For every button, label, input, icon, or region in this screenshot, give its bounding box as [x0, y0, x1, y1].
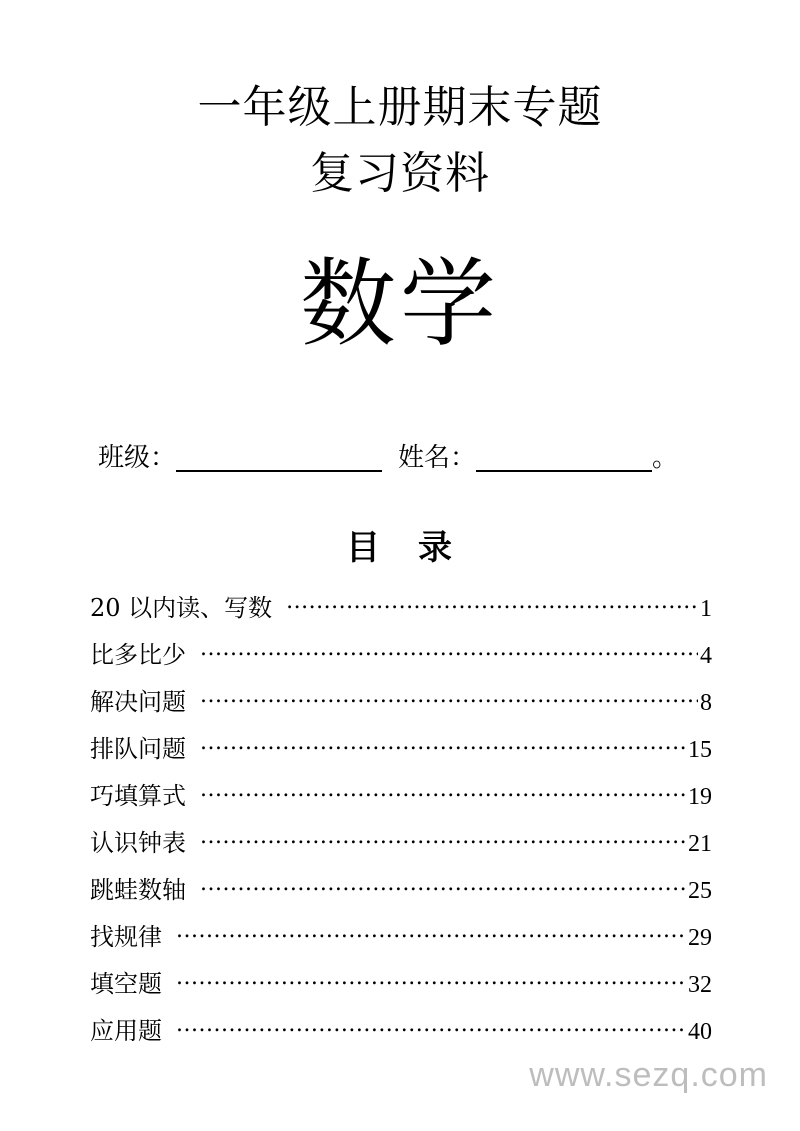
- toc-leader-dots: [176, 1011, 686, 1039]
- toc-entry-title: 跳蛙数轴: [90, 876, 186, 904]
- toc-entry-title: 排队问题: [90, 735, 186, 763]
- toc-entry: [90, 774, 712, 821]
- toc-entry-page: 29: [688, 925, 712, 951]
- toc-entry-page: 15: [688, 737, 712, 763]
- toc-entry-title: 解决问题: [90, 688, 186, 716]
- toc-entry-title: 应用题: [90, 1017, 162, 1045]
- toc-leader-dots: [200, 823, 686, 851]
- toc-heading: [0, 524, 800, 572]
- toc-entry: [90, 915, 712, 962]
- toc-entry-page: 1: [700, 596, 712, 622]
- toc-entry-page: 32: [688, 972, 712, 998]
- toc-entry: [90, 727, 712, 774]
- toc-leader-dots: [200, 870, 686, 898]
- toc-leader-dots: [200, 776, 686, 804]
- class-label: 班级：: [98, 443, 177, 473]
- toc-entry-title: 填空题: [90, 970, 162, 998]
- toc-entry: [90, 1009, 712, 1056]
- toc-entry-page: 19: [688, 784, 712, 810]
- toc-heading-right: 录: [418, 528, 454, 568]
- toc-entry-page: 25: [688, 878, 712, 904]
- toc-entry-page: 4: [700, 643, 712, 669]
- toc-entry: [90, 821, 712, 868]
- document-title-line-1: 一年级上册期末专题: [197, 82, 603, 133]
- name-blank-line: [476, 438, 652, 472]
- toc-leader-dots: [200, 635, 698, 663]
- toc-entry-title: 找规律: [90, 923, 162, 951]
- toc-entry: [90, 868, 712, 915]
- toc-entry-title: 20 以内读、写数: [90, 594, 273, 622]
- toc-leader-dots: [200, 682, 698, 710]
- toc-entry-title: 认识钟表: [90, 829, 186, 857]
- student-info-row: [98, 430, 718, 478]
- toc-entry: [90, 680, 712, 727]
- toc-heading-left: 目: [346, 528, 382, 568]
- toc-entry-page: 8: [700, 690, 712, 716]
- table-of-contents: [90, 586, 712, 1056]
- toc-leader-dots: [200, 729, 686, 757]
- toc-entry-title: 巧填算式: [90, 782, 186, 810]
- class-blank-line: [176, 438, 382, 472]
- document-title-line-2: 复习资料: [310, 148, 490, 199]
- end-mark: 。: [652, 443, 679, 473]
- toc-leader-dots: [286, 588, 698, 616]
- toc-leader-dots: [176, 964, 686, 992]
- toc-entry: [90, 586, 712, 633]
- toc-entry-page: 40: [688, 1019, 712, 1045]
- name-label: 姓名：: [398, 443, 477, 473]
- toc-entry-page: 21: [688, 831, 712, 857]
- toc-leader-dots: [176, 917, 686, 945]
- toc-entry: [90, 633, 712, 680]
- toc-entry-title: 比多比少: [90, 641, 186, 669]
- subject-title: 数学: [300, 248, 500, 360]
- toc-entry: [90, 962, 712, 1009]
- site-watermark: www.sezq.com: [529, 1056, 768, 1094]
